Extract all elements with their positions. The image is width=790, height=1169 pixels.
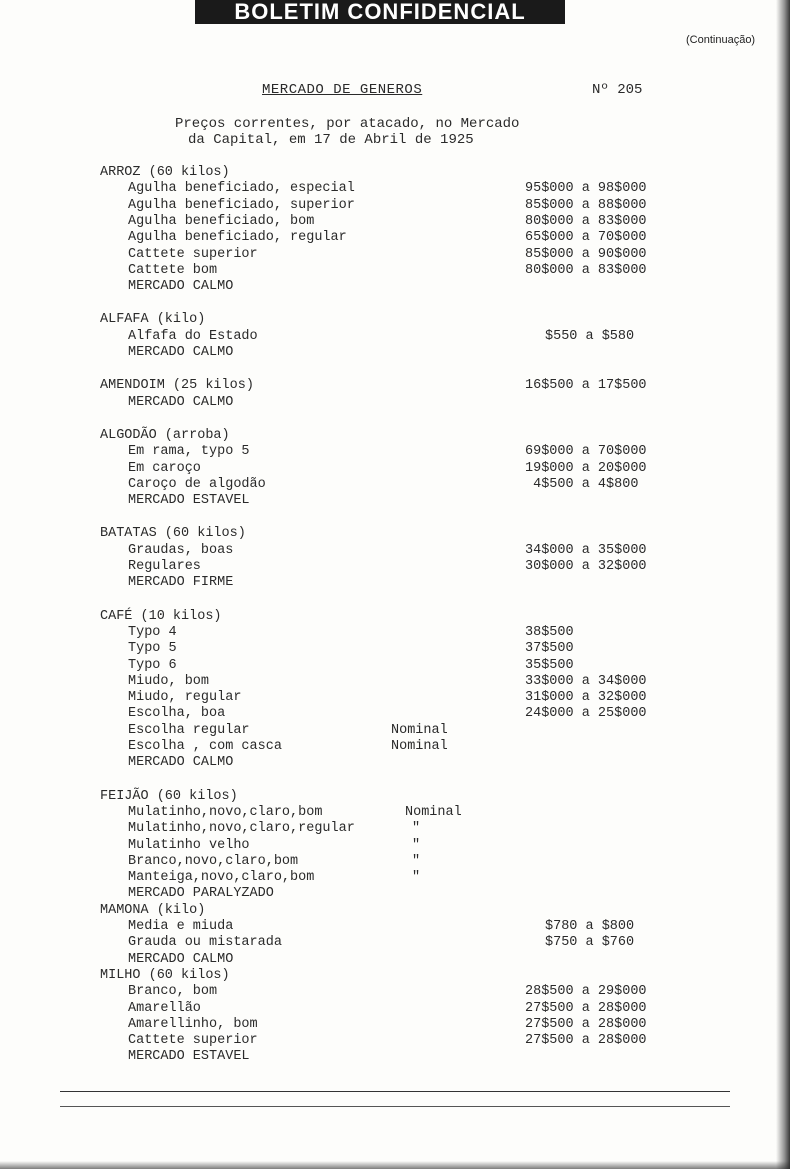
product-item: Typo 4: [128, 624, 177, 640]
product-item: Em caroço: [128, 460, 201, 476]
product-item: Alfafa do Estado: [128, 328, 258, 344]
price-range: 24$000 a 25$000: [525, 706, 647, 722]
market-status: MERCADO CALMO: [128, 279, 234, 295]
subtitle-line-2: da Capital, em 17 de Abril de 1925: [188, 132, 474, 148]
category-heading: BATATAS (60 kilos): [100, 526, 246, 542]
continuation-label: (Continuação): [686, 34, 756, 46]
ditto-mark: ": [412, 821, 421, 837]
price-range: 27$500 a 28$000: [525, 1033, 647, 1049]
price-range: 95$000 a 98$000: [525, 181, 647, 197]
product-item: Caroço de algodão: [128, 476, 266, 492]
product-item: Cattete superior: [128, 246, 258, 262]
market-status: MERCADO FIRME: [128, 575, 234, 591]
product-item: Escolha, boa: [128, 706, 226, 722]
price-range: 37$500: [525, 641, 574, 657]
price-range: 35$500: [525, 657, 574, 673]
category-heading: FEIJÃO (60 kilos): [100, 788, 238, 804]
product-item: Typo 5: [128, 641, 177, 657]
price-range: $780 a $800: [545, 919, 635, 934]
document-title: MERCADO DE GENEROS: [262, 82, 423, 98]
product-item: Regulares: [128, 559, 201, 574]
price-range: 34$000 a 35$000: [525, 542, 647, 558]
ditto-mark: ": [412, 837, 421, 853]
product-item: Branco, bom: [128, 984, 218, 1000]
category-heading: ARROZ (60 kilos): [100, 165, 230, 180]
market-status: MERCADO ESTAVEL: [128, 1049, 250, 1065]
category-heading: ALGODÃO (arroba): [100, 427, 230, 443]
price-range: 4$500 a 4$800: [525, 476, 639, 492]
product-item: Amarellinho, bom: [128, 1016, 258, 1032]
bulletin-number: Nº 205: [592, 82, 643, 98]
product-item: Agulha beneficiado, bom: [128, 213, 315, 229]
category-heading: AMENDOIM (25 kilos): [100, 378, 254, 394]
confidential-banner: BOLETIM CONFIDENCIAL: [195, 0, 565, 24]
product-item: Cattete bom: [128, 262, 218, 278]
product-item: Branco,novo,claro,bom: [128, 853, 299, 869]
price-range: 80$000 a 83$000: [525, 213, 647, 229]
market-status: MERCADO ESTAVEL: [128, 493, 250, 509]
product-item: Miudo, regular: [128, 690, 242, 706]
product-item: Em rama, typo 5: [128, 444, 250, 460]
market-status: MERCADO CALMO: [128, 394, 234, 410]
market-status: MERCADO CALMO: [128, 345, 234, 360]
product-item: Mulatinho,novo,claro,regular: [128, 821, 355, 837]
scan-bottom-shadow: [0, 1161, 790, 1169]
price-range: 19$000 a 20$000: [525, 460, 647, 476]
price-range: $550 a $580: [545, 328, 635, 344]
product-item: Amarellão: [128, 1000, 201, 1016]
market-status: MERCADO CALMO: [128, 951, 234, 967]
product-item: Manteiga,novo,claro,bom: [128, 870, 315, 886]
price-range: 33$000 a 34$000: [525, 673, 647, 689]
product-item: Agulha beneficiado, regular: [128, 230, 347, 246]
ditto-mark: ": [412, 853, 421, 869]
price-range: 28$500 a 29$000: [525, 984, 647, 1000]
product-item: Escolha regular: [128, 722, 250, 738]
category-heading: MILHO (60 kilos): [100, 967, 230, 983]
price-range: 69$000 a 70$000: [525, 444, 647, 460]
category-heading: MAMONA (kilo): [100, 902, 206, 918]
price-range: 27$500 a 28$000: [525, 1000, 647, 1016]
product-item: Typo 6: [128, 657, 177, 673]
product-item: Miudo, bom: [128, 673, 210, 689]
price-range: 80$000 a 83$000: [525, 262, 647, 278]
price-range: 27$500 a 28$000: [525, 1016, 647, 1032]
footer-rule-bottom: [60, 1106, 730, 1107]
price-range: 38$500: [525, 624, 574, 640]
nominal-price: Nominal: [391, 739, 448, 754]
price-range: $750 a $760: [545, 935, 635, 951]
nominal-price: Nominal: [391, 722, 448, 738]
product-item: Cattete superior: [128, 1033, 258, 1049]
product-item: Grauda ou mistarada: [128, 935, 282, 951]
price-range: 65$000 a 70$000: [525, 230, 647, 246]
product-item: Graudas, boas: [128, 542, 234, 558]
product-item: Agulha beneficiado, superior: [128, 197, 355, 213]
price-range: 85$000 a 88$000: [525, 197, 647, 213]
category-heading: CAFÉ (10 kilos): [100, 608, 222, 624]
price-range: 16$500 a 17$500: [525, 378, 647, 394]
price-range: 31$000 a 32$000: [525, 690, 647, 706]
subtitle-line-1: Preços correntes, por atacado, no Mercado: [175, 116, 520, 132]
product-item: Escolha , com casca: [128, 739, 282, 754]
product-item: Agulha beneficiado, especial: [128, 181, 355, 197]
product-item: Mulatinho,novo,claro,bom: [128, 804, 323, 820]
market-status: MERCADO PARALYZADO: [128, 886, 274, 902]
product-item: Media e miuda: [128, 919, 234, 934]
nominal-price: Nominal: [405, 804, 462, 820]
scan-edge-shadow: [776, 0, 790, 1169]
category-heading: ALFAFA (kilo): [100, 312, 206, 328]
price-range: 85$000 a 90$000: [525, 246, 647, 262]
product-item: Mulatinho velho: [128, 837, 250, 853]
ditto-mark: ": [412, 870, 421, 886]
footer-rule-top: [60, 1091, 730, 1092]
price-range: 30$000 a 32$000: [525, 559, 647, 574]
market-status: MERCADO CALMO: [128, 755, 234, 771]
